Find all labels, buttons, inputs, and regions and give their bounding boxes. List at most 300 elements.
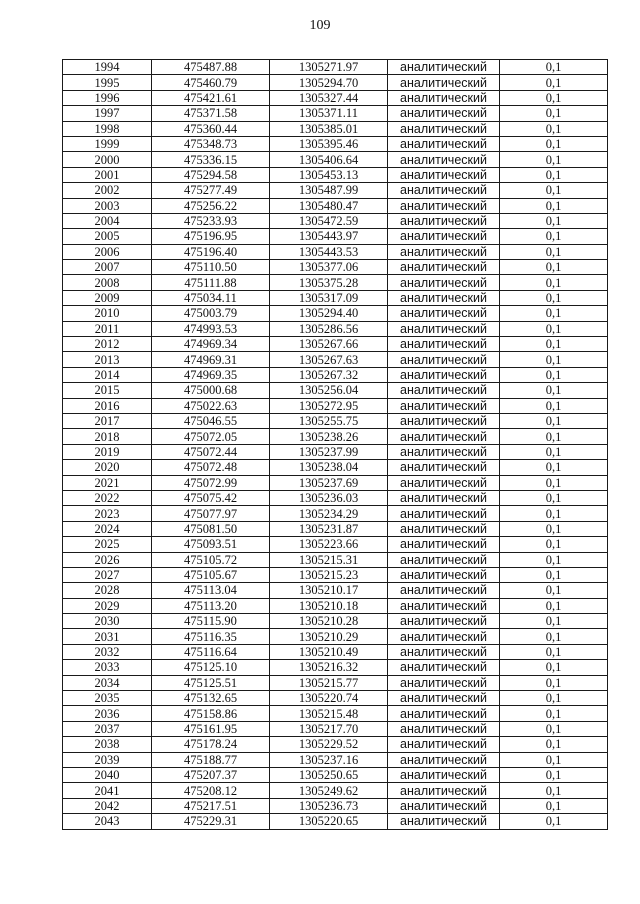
method-cell: аналитический: [388, 552, 500, 567]
y-coordinate-cell: 1305327.44: [270, 90, 388, 105]
error-cell: 0,1: [500, 352, 608, 367]
x-coordinate-cell: 475360.44: [152, 121, 270, 136]
y-coordinate-cell: 1305267.63: [270, 352, 388, 367]
point-number-cell: 1996: [63, 90, 152, 105]
x-coordinate-cell: 475110.50: [152, 260, 270, 275]
y-coordinate-cell: 1305234.29: [270, 506, 388, 521]
method-cell: аналитический: [388, 337, 500, 352]
point-number-cell: 2042: [63, 798, 152, 813]
y-coordinate-cell: 1305256.04: [270, 383, 388, 398]
y-coordinate-cell: 1305210.29: [270, 629, 388, 644]
point-number-cell: 2016: [63, 398, 152, 413]
error-cell: 0,1: [500, 567, 608, 582]
method-cell: аналитический: [388, 244, 500, 259]
error-cell: 0,1: [500, 675, 608, 690]
table-row: [63, 475, 608, 490]
y-coordinate-cell: 1305267.32: [270, 367, 388, 382]
method-cell: аналитический: [388, 767, 500, 782]
method-cell: аналитический: [388, 567, 500, 582]
point-number-cell: 2038: [63, 737, 152, 752]
point-number-cell: 2019: [63, 444, 152, 459]
error-cell: 0,1: [500, 691, 608, 706]
y-coordinate-cell: 1305385.01: [270, 121, 388, 136]
error-cell: 0,1: [500, 583, 608, 598]
point-number-cell: 2034: [63, 675, 152, 690]
table-row: [63, 521, 608, 536]
table-row: [63, 706, 608, 721]
error-cell: 0,1: [500, 490, 608, 505]
table-row: [63, 552, 608, 567]
method-cell: аналитический: [388, 229, 500, 244]
method-cell: аналитический: [388, 444, 500, 459]
x-coordinate-cell: 474969.34: [152, 337, 270, 352]
x-coordinate-cell: 475277.49: [152, 183, 270, 198]
point-number-cell: 2014: [63, 367, 152, 382]
error-cell: 0,1: [500, 767, 608, 782]
error-cell: 0,1: [500, 121, 608, 136]
error-cell: 0,1: [500, 660, 608, 675]
x-coordinate-cell: 475256.22: [152, 198, 270, 213]
table-row: [63, 660, 608, 675]
method-cell: аналитический: [388, 136, 500, 151]
error-cell: 0,1: [500, 398, 608, 413]
error-cell: 0,1: [500, 136, 608, 151]
point-number-cell: 2022: [63, 490, 152, 505]
method-cell: аналитический: [388, 413, 500, 428]
error-cell: 0,1: [500, 337, 608, 352]
table-row: [63, 644, 608, 659]
x-coordinate-cell: 475487.88: [152, 60, 270, 75]
table-row: [63, 737, 608, 752]
error-cell: 0,1: [500, 721, 608, 736]
error-cell: 0,1: [500, 737, 608, 752]
y-coordinate-cell: 1305249.62: [270, 783, 388, 798]
x-coordinate-cell: 475003.79: [152, 306, 270, 321]
point-number-cell: 2010: [63, 306, 152, 321]
method-cell: аналитический: [388, 106, 500, 121]
x-coordinate-cell: 475116.35: [152, 629, 270, 644]
point-number-cell: 2007: [63, 260, 152, 275]
point-number-cell: 2012: [63, 337, 152, 352]
table-row: [63, 490, 608, 505]
x-coordinate-cell: 475072.05: [152, 429, 270, 444]
y-coordinate-cell: 1305271.97: [270, 60, 388, 75]
table-row: [63, 537, 608, 552]
error-cell: 0,1: [500, 290, 608, 305]
method-cell: аналитический: [388, 398, 500, 413]
y-coordinate-cell: 1305443.53: [270, 244, 388, 259]
method-cell: аналитический: [388, 537, 500, 552]
x-coordinate-cell: 475125.10: [152, 660, 270, 675]
method-cell: аналитический: [388, 644, 500, 659]
table-row: [63, 614, 608, 629]
y-coordinate-cell: 1305223.66: [270, 537, 388, 552]
table-row: [63, 383, 608, 398]
x-coordinate-cell: 475208.12: [152, 783, 270, 798]
method-cell: аналитический: [388, 629, 500, 644]
point-number-cell: 2013: [63, 352, 152, 367]
y-coordinate-cell: 1305237.16: [270, 752, 388, 767]
table-row: [63, 752, 608, 767]
y-coordinate-cell: 1305443.97: [270, 229, 388, 244]
method-cell: аналитический: [388, 660, 500, 675]
y-coordinate-cell: 1305236.73: [270, 798, 388, 813]
y-coordinate-cell: 1305487.99: [270, 183, 388, 198]
method-cell: аналитический: [388, 121, 500, 136]
x-coordinate-cell: 475178.24: [152, 737, 270, 752]
table-row: [63, 721, 608, 736]
table-row: [63, 429, 608, 444]
page-number: 109: [309, 18, 331, 33]
x-coordinate-cell: 475113.04: [152, 583, 270, 598]
y-coordinate-cell: 1305294.70: [270, 75, 388, 90]
x-coordinate-cell: 475093.51: [152, 537, 270, 552]
x-coordinate-cell: 475105.72: [152, 552, 270, 567]
method-cell: аналитический: [388, 460, 500, 475]
point-number-cell: 2015: [63, 383, 152, 398]
x-coordinate-cell: 475113.20: [152, 598, 270, 613]
method-cell: аналитический: [388, 814, 500, 829]
point-number-cell: 2026: [63, 552, 152, 567]
table-row: [63, 460, 608, 475]
y-coordinate-cell: 1305215.23: [270, 567, 388, 582]
y-coordinate-cell: 1305210.18: [270, 598, 388, 613]
point-number-cell: 2036: [63, 706, 152, 721]
error-cell: 0,1: [500, 367, 608, 382]
point-number-cell: 2025: [63, 537, 152, 552]
x-coordinate-cell: 475188.77: [152, 752, 270, 767]
method-cell: аналитический: [388, 598, 500, 613]
point-number-cell: 2028: [63, 583, 152, 598]
coordinates-table: [62, 59, 608, 830]
x-coordinate-cell: 475072.44: [152, 444, 270, 459]
table-row: [63, 75, 608, 90]
method-cell: аналитический: [388, 721, 500, 736]
table-row: [63, 798, 608, 813]
error-cell: 0,1: [500, 798, 608, 813]
point-number-cell: 1997: [63, 106, 152, 121]
point-number-cell: 2006: [63, 244, 152, 259]
point-number-cell: 2024: [63, 521, 152, 536]
method-cell: аналитический: [388, 152, 500, 167]
x-coordinate-cell: 475336.15: [152, 152, 270, 167]
method-cell: аналитический: [388, 198, 500, 213]
error-cell: 0,1: [500, 475, 608, 490]
method-cell: аналитический: [388, 506, 500, 521]
y-coordinate-cell: 1305255.75: [270, 413, 388, 428]
y-coordinate-cell: 1305371.11: [270, 106, 388, 121]
error-cell: 0,1: [500, 90, 608, 105]
y-coordinate-cell: 1305236.03: [270, 490, 388, 505]
point-number-cell: 2030: [63, 614, 152, 629]
table-row: [63, 398, 608, 413]
table-row: [63, 275, 608, 290]
y-coordinate-cell: 1305215.31: [270, 552, 388, 567]
table-row: [63, 229, 608, 244]
error-cell: 0,1: [500, 383, 608, 398]
x-coordinate-cell: 475348.73: [152, 136, 270, 151]
error-cell: 0,1: [500, 306, 608, 321]
x-coordinate-cell: 475421.61: [152, 90, 270, 105]
table-row: [63, 213, 608, 228]
y-coordinate-cell: 1305250.65: [270, 767, 388, 782]
y-coordinate-cell: 1305453.13: [270, 167, 388, 182]
x-coordinate-cell: 475075.42: [152, 490, 270, 505]
x-coordinate-cell: 475294.58: [152, 167, 270, 182]
method-cell: аналитический: [388, 306, 500, 321]
error-cell: 0,1: [500, 275, 608, 290]
error-cell: 0,1: [500, 460, 608, 475]
error-cell: 0,1: [500, 644, 608, 659]
table-row: [63, 183, 608, 198]
x-coordinate-cell: 475072.99: [152, 475, 270, 490]
table-row: [63, 136, 608, 151]
y-coordinate-cell: 1305229.52: [270, 737, 388, 752]
error-cell: 0,1: [500, 260, 608, 275]
method-cell: аналитический: [388, 521, 500, 536]
x-coordinate-cell: 475196.40: [152, 244, 270, 259]
x-coordinate-cell: 475125.51: [152, 675, 270, 690]
method-cell: аналитический: [388, 90, 500, 105]
method-cell: аналитический: [388, 737, 500, 752]
x-coordinate-cell: 475034.11: [152, 290, 270, 305]
error-cell: 0,1: [500, 213, 608, 228]
point-number-cell: 2003: [63, 198, 152, 213]
point-number-cell: 2004: [63, 213, 152, 228]
x-coordinate-cell: 475022.63: [152, 398, 270, 413]
y-coordinate-cell: 1305220.65: [270, 814, 388, 829]
x-coordinate-cell: 475196.95: [152, 229, 270, 244]
y-coordinate-cell: 1305267.66: [270, 337, 388, 352]
y-coordinate-cell: 1305406.64: [270, 152, 388, 167]
error-cell: 0,1: [500, 321, 608, 336]
x-coordinate-cell: 475081.50: [152, 521, 270, 536]
point-number-cell: 2005: [63, 229, 152, 244]
table-row: [63, 767, 608, 782]
error-cell: 0,1: [500, 706, 608, 721]
y-coordinate-cell: 1305377.06: [270, 260, 388, 275]
x-coordinate-cell: 475229.31: [152, 814, 270, 829]
point-number-cell: 2041: [63, 783, 152, 798]
y-coordinate-cell: 1305395.46: [270, 136, 388, 151]
y-coordinate-cell: 1305472.59: [270, 213, 388, 228]
point-number-cell: 2032: [63, 644, 152, 659]
y-coordinate-cell: 1305231.87: [270, 521, 388, 536]
x-coordinate-cell: 474969.31: [152, 352, 270, 367]
error-cell: 0,1: [500, 629, 608, 644]
point-number-cell: 2018: [63, 429, 152, 444]
method-cell: аналитический: [388, 490, 500, 505]
y-coordinate-cell: 1305237.69: [270, 475, 388, 490]
y-coordinate-cell: 1305238.26: [270, 429, 388, 444]
point-number-cell: 2001: [63, 167, 152, 182]
method-cell: аналитический: [388, 706, 500, 721]
point-number-cell: 1999: [63, 136, 152, 151]
y-coordinate-cell: 1305294.40: [270, 306, 388, 321]
method-cell: аналитический: [388, 798, 500, 813]
x-coordinate-cell: 475132.65: [152, 691, 270, 706]
x-coordinate-cell: 475072.48: [152, 460, 270, 475]
y-coordinate-cell: 1305217.70: [270, 721, 388, 736]
point-number-cell: 2035: [63, 691, 152, 706]
error-cell: 0,1: [500, 167, 608, 182]
table-row: [63, 198, 608, 213]
table-row: [63, 629, 608, 644]
x-coordinate-cell: 475115.90: [152, 614, 270, 629]
table-row: [63, 567, 608, 582]
x-coordinate-cell: 474969.35: [152, 367, 270, 382]
point-number-cell: 2002: [63, 183, 152, 198]
table-row: [63, 244, 608, 259]
x-coordinate-cell: 475105.67: [152, 567, 270, 582]
error-cell: 0,1: [500, 198, 608, 213]
method-cell: аналитический: [388, 321, 500, 336]
y-coordinate-cell: 1305237.99: [270, 444, 388, 459]
point-number-cell: 2021: [63, 475, 152, 490]
table-row: [63, 306, 608, 321]
method-cell: аналитический: [388, 429, 500, 444]
method-cell: аналитический: [388, 260, 500, 275]
point-number-cell: 2023: [63, 506, 152, 521]
point-number-cell: 2020: [63, 460, 152, 475]
method-cell: аналитический: [388, 275, 500, 290]
y-coordinate-cell: 1305272.95: [270, 398, 388, 413]
y-coordinate-cell: 1305375.28: [270, 275, 388, 290]
x-coordinate-cell: 475116.64: [152, 644, 270, 659]
method-cell: аналитический: [388, 583, 500, 598]
table-row: [63, 290, 608, 305]
y-coordinate-cell: 1305220.74: [270, 691, 388, 706]
point-number-cell: 2033: [63, 660, 152, 675]
point-number-cell: 2031: [63, 629, 152, 644]
table-row: [63, 90, 608, 105]
error-cell: 0,1: [500, 244, 608, 259]
table-row: [63, 444, 608, 459]
y-coordinate-cell: 1305480.47: [270, 198, 388, 213]
error-cell: 0,1: [500, 537, 608, 552]
error-cell: 0,1: [500, 106, 608, 121]
point-number-cell: 2040: [63, 767, 152, 782]
error-cell: 0,1: [500, 521, 608, 536]
table-row: [63, 691, 608, 706]
point-number-cell: 2037: [63, 721, 152, 736]
method-cell: аналитический: [388, 367, 500, 382]
method-cell: аналитический: [388, 352, 500, 367]
point-number-cell: 2017: [63, 413, 152, 428]
point-number-cell: 2027: [63, 567, 152, 582]
error-cell: 0,1: [500, 229, 608, 244]
x-coordinate-cell: 475233.93: [152, 213, 270, 228]
x-coordinate-cell: 475111.88: [152, 275, 270, 290]
table-row: [63, 321, 608, 336]
table-row: [63, 783, 608, 798]
method-cell: аналитический: [388, 167, 500, 182]
table-row: [63, 352, 608, 367]
y-coordinate-cell: 1305210.17: [270, 583, 388, 598]
point-number-cell: 2008: [63, 275, 152, 290]
x-coordinate-cell: 475460.79: [152, 75, 270, 90]
coordinates-table-body: [63, 60, 608, 830]
method-cell: аналитический: [388, 290, 500, 305]
y-coordinate-cell: 1305215.77: [270, 675, 388, 690]
error-cell: 0,1: [500, 60, 608, 75]
y-coordinate-cell: 1305317.09: [270, 290, 388, 305]
table-row: [63, 121, 608, 136]
table-row: [63, 260, 608, 275]
table-row: [63, 60, 608, 75]
point-number-cell: 2009: [63, 290, 152, 305]
table-row: [63, 337, 608, 352]
x-coordinate-cell: 475158.86: [152, 706, 270, 721]
table-row: [63, 413, 608, 428]
error-cell: 0,1: [500, 429, 608, 444]
error-cell: 0,1: [500, 814, 608, 829]
x-coordinate-cell: 474993.53: [152, 321, 270, 336]
method-cell: аналитический: [388, 752, 500, 767]
method-cell: аналитический: [388, 783, 500, 798]
x-coordinate-cell: 475207.37: [152, 767, 270, 782]
point-number-cell: 2011: [63, 321, 152, 336]
method-cell: аналитический: [388, 675, 500, 690]
method-cell: аналитический: [388, 475, 500, 490]
x-coordinate-cell: 475371.58: [152, 106, 270, 121]
table-row: [63, 675, 608, 690]
x-coordinate-cell: 475161.95: [152, 721, 270, 736]
error-cell: 0,1: [500, 598, 608, 613]
error-cell: 0,1: [500, 783, 608, 798]
x-coordinate-cell: 475000.68: [152, 383, 270, 398]
error-cell: 0,1: [500, 506, 608, 521]
method-cell: аналитический: [388, 383, 500, 398]
table-row: [63, 598, 608, 613]
y-coordinate-cell: 1305216.32: [270, 660, 388, 675]
table-row: [63, 367, 608, 382]
table-row: [63, 506, 608, 521]
y-coordinate-cell: 1305286.56: [270, 321, 388, 336]
point-number-cell: 2000: [63, 152, 152, 167]
error-cell: 0,1: [500, 75, 608, 90]
table-row: [63, 106, 608, 121]
method-cell: аналитический: [388, 183, 500, 198]
error-cell: 0,1: [500, 152, 608, 167]
table-row: [63, 167, 608, 182]
table-row: [63, 583, 608, 598]
error-cell: 0,1: [500, 614, 608, 629]
error-cell: 0,1: [500, 413, 608, 428]
y-coordinate-cell: 1305210.49: [270, 644, 388, 659]
method-cell: аналитический: [388, 213, 500, 228]
method-cell: аналитический: [388, 75, 500, 90]
point-number-cell: 1994: [63, 60, 152, 75]
error-cell: 0,1: [500, 552, 608, 567]
y-coordinate-cell: 1305215.48: [270, 706, 388, 721]
x-coordinate-cell: 475217.51: [152, 798, 270, 813]
x-coordinate-cell: 475077.97: [152, 506, 270, 521]
method-cell: аналитический: [388, 60, 500, 75]
x-coordinate-cell: 475046.55: [152, 413, 270, 428]
y-coordinate-cell: 1305210.28: [270, 614, 388, 629]
point-number-cell: 2043: [63, 814, 152, 829]
error-cell: 0,1: [500, 444, 608, 459]
table-row: [63, 814, 608, 829]
point-number-cell: 1998: [63, 121, 152, 136]
point-number-cell: 2039: [63, 752, 152, 767]
method-cell: аналитический: [388, 614, 500, 629]
y-coordinate-cell: 1305238.04: [270, 460, 388, 475]
error-cell: 0,1: [500, 183, 608, 198]
method-cell: аналитический: [388, 691, 500, 706]
point-number-cell: 1995: [63, 75, 152, 90]
